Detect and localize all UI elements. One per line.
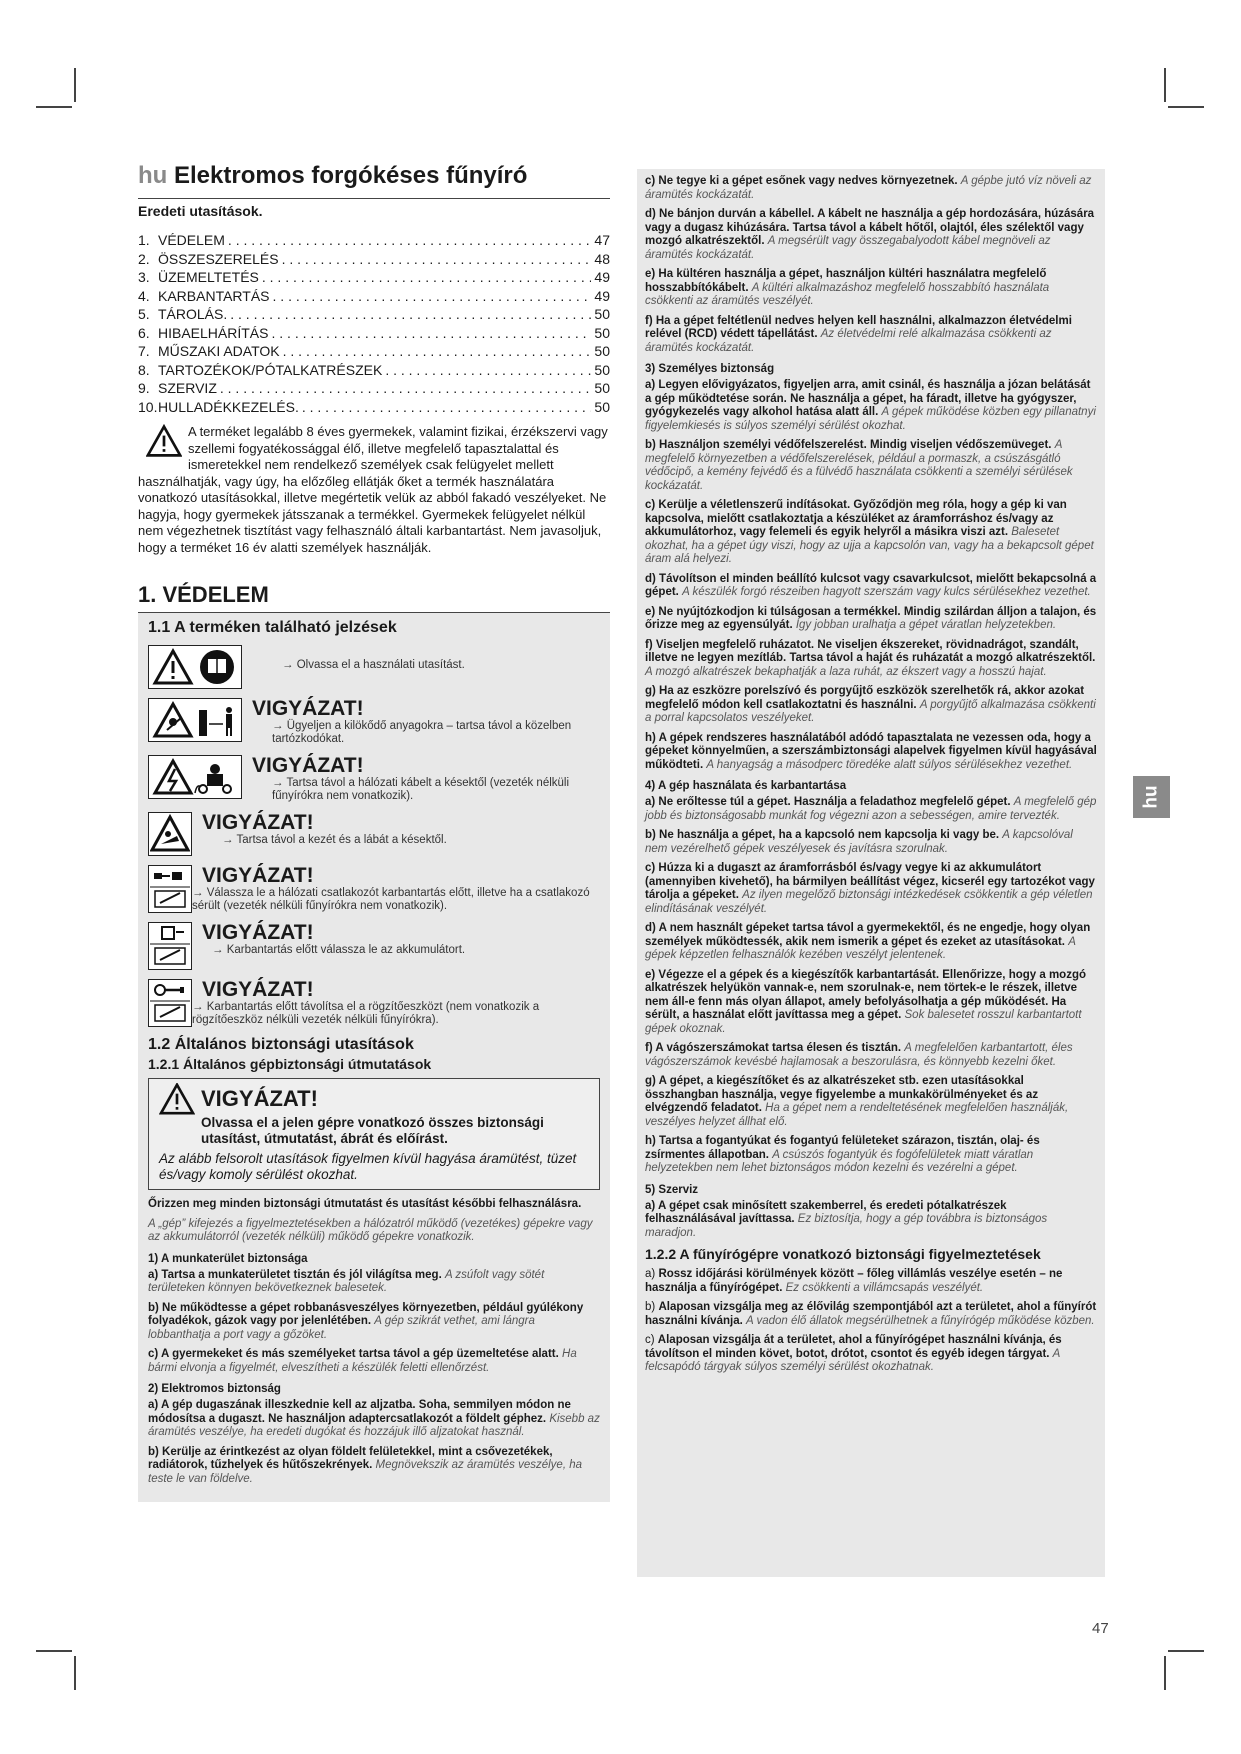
warning-bold-text: Olvassa el a jelen gépre vonatkozó összes biztonsági utasítást, útmutatást, ábrát és előírást. <box>201 1115 544 1146</box>
toc-leader <box>230 305 591 324</box>
toc-label: MŰSZAKI ADATOK <box>158 343 280 359</box>
keep-instructions: Őrizzen meg minden biztonsági útmutatást és utasítást későbbi felhasználásra. <box>148 1198 582 1210</box>
item-bold: c) Ne tegye ki a gépet esőnek vagy nedves környezetnek. <box>645 175 958 187</box>
subsection-heading: 1.1 A terméken található jelzések <box>148 619 397 636</box>
toc-leader <box>220 379 592 398</box>
warning-label: VIGYÁZAT! <box>252 754 364 777</box>
toc-number: 8. <box>138 361 150 378</box>
symbol-text: → Karbantartás előtt válassza le az akkumulátort. <box>212 944 466 956</box>
toc-page: 49 <box>594 287 610 304</box>
left-column <box>138 162 610 1502</box>
item-italic: A kapcsolóval nem vezérelhető gépek veszélyesek és javításra szorulnak. <box>645 829 1073 855</box>
toc-leader <box>302 398 592 417</box>
toc-leader <box>273 287 592 306</box>
toc-page: 49 <box>594 269 610 285</box>
toc-item[interactable] <box>138 342 610 361</box>
item-italic: A vadon élő állatok megsérülhetnek a fűnyírógép működése közben. <box>746 1314 1095 1327</box>
toc-page: 50 <box>594 398 610 415</box>
item-italic: A gépek képzetlen felhasználók kezében veszélyt jelentenek. <box>645 935 1076 961</box>
safety-item <box>645 969 1097 1037</box>
warning-label: VIGYÁZAT! <box>202 921 314 944</box>
subsection-heading: 1.2 Általános biztonsági utasítások <box>148 1036 414 1053</box>
item-italic: A csúszós fogantyúk és fogófelületek miatt váratlan helyzetekben nem lehet biztonságos módon kezelni és vezérelni a gépet. <box>645 1148 1034 1174</box>
safety-item <box>645 1334 1097 1375</box>
toc-page: 50 <box>594 306 610 322</box>
toc-label: HULLADÉKKEZELÉS. <box>158 398 299 415</box>
item-italic: A megfelelő gép jobb és biztonságosabb munkát fog végezni azon a sebességen, amire tervezték. <box>645 796 1097 822</box>
toc-page: 50 <box>594 324 610 341</box>
safety-panel <box>138 613 610 1502</box>
item-bold: f) Viseljen megfelelő ruházatot. Ne viseljen ékszereket, rövidnadrágot, szandált, illetve ne legyen mezítláb. Tartsa távol a haját és ruházatát a mozgó alkatrészektől. <box>645 638 1096 664</box>
toc-label: TARTOZÉKOK/PÓTALKATRÉSZEK <box>158 361 383 378</box>
symbol-row <box>148 698 600 746</box>
item-bold: Alaposan vizsgálja át a területet, ahol a fűnyírógépet használni kívánja, és távolítson el minden követ, botot, drótot, csontot és egyéb idegen tárgyat. <box>645 1334 1062 1360</box>
toc-label: KARBANTARTÁS <box>158 287 270 304</box>
toc-page: 50 <box>594 380 610 396</box>
toc-item[interactable] <box>138 268 610 287</box>
item-bold: g) A gépet, a kiegészítőket és az alkatrészeket stb. ezen utasításokkal összhangban használja, vegye figyelembe a munkakörülményeket és az elvégzendő feladatot. <box>645 1075 1039 1114</box>
subsubsection-heading: 1.2.1 Általános gépbiztonsági útmutatások <box>148 1056 432 1072</box>
item-bold: c) Kerülje a véletlenszerű indításokat. Győződjön meg róla, hogy a gép ki van kapcsolva, mielőtt csatlakoztatja a készüléket az áramforráshoz és/vagy az akkumulátorhoz, vagy felemeli és egyik helyről a másikra viszi azt. <box>645 499 1067 538</box>
item-bold: e) Végezze el a gépek és a kiegészítők karbantartását. Ellenőrizze, hogy a mozgó alkatrészek helyükön vannak-e, nem szorulnak-e, nem törtek-e le részek, illetve nem áll-e fenn más olyan állapot, amely befolyásolhatja a gép működését. Ha sérült, a használat előtt javíttassa meg a gépet. <box>645 968 1086 1021</box>
item-italic: A hanyagság a másodperc töredéke alatt súlyos sérülésekhez vezethet. <box>706 758 1073 771</box>
warning-label: VIGYÁZAT! <box>202 864 314 887</box>
safety-item <box>645 1301 1097 1328</box>
title-rule <box>138 198 610 199</box>
item-italic: A készülék forgó részeiben hagyott szerszám vagy kulcs sérülésekhez vezethet. <box>682 586 1091 598</box>
item-bold: a) A gépet csak minősített szakemberrel, és eredeti pótalkatrészek felhasználásával javíttassa. <box>645 1199 1007 1225</box>
toc-number: 2. <box>138 250 150 267</box>
intro-text: A terméket legalább 8 éves gyermekek, valamint fizikai, érzékszervi vagy szellemi fogyatékossággal élő, illetve megfelelő tapasztalattal és ismeretekkel nem rendelkező személyek csak felügyelet mellett használhatják, vagy úgy, ha előzőleg ellátják őket a termék használatára vonatkozó utasításokkal, illetve megértetik velük az abból fakadó veszélyeket. Ne hagyja, hogy gyermekek játsszanak a termékkel. Gyermekek felügyelet nélkül nem végezhetnek tisztítást vagy felhasználó általi karbantartást. Nem javasoljuk, hogy a terméket 16 év alatti személyek használják. <box>138 424 608 555</box>
item-italic: A felcsapódó tárgyak súlyos személyi sérülést okozhatnak. <box>645 1347 1060 1373</box>
crop-mark <box>1164 1656 1166 1690</box>
safety-item <box>645 862 1097 916</box>
safety-item <box>148 1348 600 1375</box>
blade-hand-foot-icon <box>148 812 192 856</box>
item-letter: c) <box>645 1334 655 1346</box>
safety-item <box>645 208 1097 262</box>
item-bold: d) Ne bánjon durván a kábellel. A kábelt ne használja a gép hordozására, húzására vagy a dugasz kihúzására. Tartsa távol a kábelt hőtől, olajtól, éles szélektől vagy mozgó alkatrészektől. <box>645 208 1095 247</box>
safety-item <box>148 1302 600 1343</box>
toc-number: 5. <box>138 306 150 322</box>
toc-item[interactable] <box>138 361 610 380</box>
item-italic: A porgyűjtő alkalmazása csökkenti a porral kapcsolatos veszélyeket. <box>645 698 1096 724</box>
intro-warning <box>138 424 610 556</box>
item-bold: d) A nem használt gépeket tartsa távol a gyermekektől, és ne engedje, hogy olyan személyek működtessék, akik nem ismerik a gépet és ezeket az utasításokat. <box>645 922 1091 948</box>
safety-item <box>645 268 1097 309</box>
unplug-icon <box>148 865 192 913</box>
item-italic: A megfelelően karbantartott, éles vágószerszámok kevésbé hajlamosak a beszorulásra, és könnyebb kezelni őket. <box>645 1042 1073 1068</box>
item-bold: a) Ne erőltesse túl a gépet. Használja a feladathoz megfelelő gépet. <box>645 796 1011 808</box>
safety-item <box>645 379 1097 433</box>
item-italic: A zsúfolt vagy sötét területeken könnyen bekövetkeznek balesetek. <box>148 1268 545 1294</box>
toc-page: 50 <box>594 361 610 378</box>
safety-key-icon <box>148 979 192 1027</box>
list-heading: 3) Személyes biztonság <box>645 363 775 375</box>
safety-item <box>645 439 1097 493</box>
safety-item <box>645 732 1097 773</box>
language-code: hu <box>138 162 168 189</box>
general-warning-box <box>148 1078 600 1190</box>
toc-number: 4. <box>138 287 150 304</box>
safety-item <box>645 922 1097 963</box>
toc-item[interactable] <box>138 231 610 250</box>
safety-item <box>645 639 1097 680</box>
item-italic: Balesetet okozhat, ha a gépet úgy viszi, hogy az ujja a kapcsolón van, vagy ha a bekapcsolt gépet áram alá helyezi. <box>645 526 1094 565</box>
warning-label: VIGYÁZAT! <box>202 978 314 1001</box>
toc-number: 9. <box>138 380 150 396</box>
toc-number: 10. <box>138 398 158 415</box>
safety-item <box>148 1269 600 1296</box>
toc-item[interactable] <box>138 324 610 343</box>
warning-label: VIGYÁZAT! <box>202 811 314 834</box>
item-italic: Az ilyen megelőző biztonsági intézkedések csökkentik a gép véletlen elindításának veszélyét. <box>645 889 1093 915</box>
item-bold: c) A gyermekeket és más személyeket tartsa távol a gép üzemeltetése alatt. <box>148 1348 559 1360</box>
symbol-text: → Tartsa távol a kezét és a lábát a késektől. <box>222 834 447 846</box>
toc-item[interactable] <box>138 379 610 398</box>
right-safety-list <box>645 175 1097 1375</box>
item-letter: b) <box>645 1301 656 1313</box>
item-italic: A gépek működése közben egy pillanatnyi figyelemkiesés is súlyos személyi sérülést okozhat. <box>645 406 1096 432</box>
toc-leader <box>385 361 591 380</box>
item-bold: b) Ne működtesse a gépet robbanásveszélyes környezetben, például gyúlékony folyadékok, gázok vagy por jelenlétében. <box>148 1301 584 1327</box>
language-tab: hu <box>1133 776 1170 818</box>
item-italic: Megnövekszik az áramütés veszélye, ha teste le van földelve. <box>148 1459 583 1485</box>
toc-number: 7. <box>138 343 150 359</box>
crop-mark <box>74 1656 76 1690</box>
subsection-heading: 1.2.2 A fűnyírógépre vonatkozó biztonsági figyelmeztetések <box>645 1246 1041 1262</box>
thrown-objects-icon <box>148 698 242 742</box>
item-bold: Rossz időjárási körülmények között – főleg villámlás veszélye esetén – ne használja a fűnyírógépet. <box>645 1268 1063 1294</box>
toc-leader <box>228 231 592 250</box>
item-bold: h) Tartsa a fogantyúkat és fogantyú felületeket szárazon, tisztán, olaj- és zsírmentes állapotban. <box>645 1135 1040 1161</box>
right-column <box>637 169 1105 1577</box>
safety-item <box>645 315 1097 356</box>
toc-page: 50 <box>594 343 610 359</box>
subtitle: Eredeti utasítások. <box>138 203 263 219</box>
safety-item <box>645 175 1097 202</box>
battery-remove-icon <box>148 922 192 970</box>
item-italic: A megfelelő környezetben a védőfelszerelések, például a pormaszk, a csúszásgátló védőcipő, a kemény fejvédő és a fülvédő használata csökkenti a személyi sérülések kockázatát. <box>645 439 1073 492</box>
safety-item <box>645 499 1097 567</box>
crop-mark <box>36 106 72 108</box>
item-bold: g) Ha az eszközre porelszívó és porgyűjtő eszközök szerelhetők rá, akkor azokat megfelelő módon kell csatlakoztatni és használni. <box>645 685 1085 711</box>
toc-label: ÜZEMELTETÉS <box>158 269 259 285</box>
symbol-row <box>148 645 600 689</box>
safety-item <box>148 1399 600 1440</box>
item-bold: b) Használjon személyi védőfelszerelést. Mindig viseljen védőszemüveget. <box>645 439 1052 451</box>
list-heading: 5) Szerviz <box>645 1183 699 1196</box>
toc-label: TÁROLÁS. <box>158 306 228 322</box>
safety-item <box>645 829 1097 856</box>
page-title <box>138 162 610 190</box>
item-italic: Ez csökkenti a villámcsapás veszélyét. <box>785 1281 984 1294</box>
safety-item <box>645 1200 1097 1241</box>
toc-page: 48 <box>594 250 610 267</box>
safety-item <box>645 1075 1097 1129</box>
crop-mark <box>1164 68 1166 102</box>
symbol-row <box>148 979 600 1027</box>
symbol-row <box>148 922 600 970</box>
symbol-text: → Válassza le a hálózati csatlakozót karbantartás előtt, illetve ha a csatlakozó sérült (vezeték nélküli fűnyírókra nem vonatkozik). <box>192 887 590 912</box>
table-of-contents <box>138 231 610 416</box>
safety-item <box>645 1042 1097 1069</box>
safety-item <box>645 573 1097 600</box>
item-letter: a) <box>645 1268 656 1280</box>
item-italic: A mozgó alkatrészek bekaphatják a laza ruhát, az ékszert vagy a hosszú hajat. <box>645 665 1047 678</box>
item-bold: a) A gép dugaszának illeszkednie kell az aljzatba. Soha, semmilyen módon ne módosítsa a dugaszt. Ne használjon adaptercsatlakozót a földelt géphez. <box>148 1399 571 1425</box>
symbol-text: → Ügyeljen a kilökődő anyagokra – tartsa távol a közelben tartózkodókat. <box>272 720 572 745</box>
safety-item <box>645 796 1097 823</box>
item-italic: Ez biztosítja, hogy a gép továbbra is biztonságos maradjon. <box>645 1213 1048 1239</box>
toc-label: SZERVIZ <box>158 380 217 396</box>
crop-mark <box>74 68 76 102</box>
symbol-row <box>148 755 600 803</box>
warning-triangle-icon <box>146 424 182 458</box>
toc-leader <box>282 250 592 269</box>
item-bold: b) Kerülje az érintkezést az olyan földelt felületekkel, mint a csővezetékek, radiátorok, tűzhelyek és hűtőszekrények. <box>148 1445 553 1471</box>
section-heading: 1. VÉDELEM <box>138 582 269 607</box>
title-text: Elektromos forgókéses fűnyíró <box>174 162 528 189</box>
item-italic: A megsérült vagy összegabalyodott kábel megnöveli az áramütés kockázatát. <box>645 235 1051 261</box>
toc-item[interactable] <box>138 398 610 417</box>
toc-item[interactable] <box>138 250 610 269</box>
toc-number: 6. <box>138 324 150 341</box>
page-number: 47 <box>1092 1620 1109 1637</box>
item-italic: A gép szikrát vethet, ami lángra lobbanthatja a port vagy a gőzöket. <box>148 1315 535 1341</box>
toc-leader <box>271 324 591 343</box>
symbol-text: → Olvassa el a használati utasítást. <box>282 659 465 671</box>
safety-item <box>645 1268 1097 1295</box>
list-heading: 2) Elektromos biztonság <box>148 1383 281 1395</box>
item-bold: a) Tartsa a munkaterületet tisztán és jól világítsa meg. <box>148 1268 442 1281</box>
symbol-text: → Karbantartás előtt távolítsa el a rögzítőeszközt (nem vonatkozik a rögzítőeszköz nélküli vezeték nélküli fűnyírókra). <box>192 1001 540 1026</box>
toc-label: HIBAELHÁRÍTÁS <box>158 324 269 341</box>
item-italic: Az életvédelmi relé alkalmazása csökkenti az áramütés kockázatát. <box>645 328 1052 354</box>
left-safety-list <box>148 1253 600 1487</box>
crop-mark <box>1168 1650 1204 1652</box>
symbol-row <box>148 865 600 913</box>
toc-item[interactable] <box>138 305 610 324</box>
manual-symbol-icon <box>148 645 242 689</box>
item-bold: a) Legyen elővigyázatos, figyeljen arra, amit csinál, és használja a józan belátását a gép működtetése során. Ne használja a gépet, ha fáradt, illetve ha gyógyszer, gyógykezelés vagy alkohol hatása alatt áll. <box>645 379 1091 418</box>
item-bold: e) Ha kültéren használja a gépet, használjon kültéri használatra megfelelő hosszabbítókábelt. <box>645 268 1047 294</box>
item-italic: Ha a gépet nem a rendeltetésének megfelelően használják, veszélyes helyzet állhat elő. <box>645 1102 1069 1128</box>
warning-title: VIGYÁZAT! <box>201 1086 318 1111</box>
item-italic: Ha bármi elvonja a figyelmét, elveszítheti a készülék feletti ellenőrzést. <box>148 1348 577 1374</box>
toc-number: 3. <box>138 269 150 285</box>
item-bold: e) Ne nyújtózkodjon ki túlságosan a termékkel. Mindig szilárdan álljon a talajon, és őrizze meg az egyensúlyát. <box>645 605 1097 631</box>
toc-label: ÖSSZESZERELÉS <box>158 250 279 267</box>
toc-number: 1. <box>138 232 150 248</box>
item-bold: c) Húzza ki a dugaszt az áramforrásból és/vagy vegye ki az akkumulátort (amennyiben kivehető), ha bármilyen beállítást végez, kicserél egy tartozékot vagy tárolja a gépeket. <box>645 862 1095 901</box>
item-bold: f) Ha a gépet feltétlenül nedves helyen kell használni, alkalmazzon életvédelmi relével (RCD) védett tápellátást. <box>645 314 1072 340</box>
item-bold: b) Ne használja a gépet, ha a kapcsoló nem kapcsolja ki vagy be. <box>645 829 1000 841</box>
item-bold: d) Távolítson el minden beállító kulcsot vagy csavarkulcsot, mielőtt bekapcsolná a gépet. <box>645 572 1097 598</box>
safety-item <box>645 685 1097 726</box>
toc-item[interactable] <box>138 287 610 306</box>
warning-triangle-icon <box>159 1083 195 1115</box>
item-italic: Kisebb az áramütés veszélye, ha eredeti dugókat és hozzájuk illő aljzatokat használ. <box>148 1412 600 1438</box>
item-italic: A kültéri alkalmazáshoz megfelelő hosszabbító használata csökkenti az áramütés veszélyét. <box>645 281 1050 307</box>
item-bold: f) A vágószerszámokat tartsa élesen és tisztán. <box>645 1042 902 1054</box>
item-italic: Így jobban uralhatja a gépet váratlan helyzetekben. <box>795 619 1057 631</box>
safety-item <box>645 606 1097 633</box>
list-heading: 1) A munkaterület biztonsága <box>148 1252 308 1265</box>
toc-leader <box>283 342 592 361</box>
toc-label: VÉDELEM <box>158 232 225 248</box>
crop-mark <box>36 1650 72 1652</box>
toc-leader <box>262 268 592 287</box>
item-italic: A gépbe jutó víz növeli az áramütés kockázatát. <box>645 175 1092 201</box>
symbol-row <box>148 812 600 856</box>
warning-italic-text: Az alább felsorolt utasítások figyelmen kívül hagyása áramütést, tüzet és/vagy komoly sérülést okozhat. <box>159 1151 577 1182</box>
crop-mark <box>1168 106 1204 108</box>
symbol-text: → Tartsa távol a hálózati kábelt a késektől (vezeték nélküli fűnyírókra nem vonatkozik). <box>272 777 570 802</box>
safety-item <box>148 1446 600 1487</box>
electric-cable-icon <box>148 755 242 799</box>
item-bold: h) A gépek rendszeres használatából adódó tapasztalata ne vezessen oda, hogy a gépeket könnyelműen, a szerszámbiztonsági alapelvek figyelmen kívül hagyásával működteti. <box>645 731 1097 771</box>
list-heading: 4) A gép használata és karbantartása <box>645 780 847 792</box>
warning-label: VIGYÁZAT! <box>252 697 364 720</box>
keep-note: A „gép” kifejezés a figyelmeztetésekben a hálózatról működő (vezetékes) gépekre vagy az akkumulátorról (vezeték nélküli) működő gépekre vonatkozik. <box>148 1217 593 1243</box>
toc-page: 47 <box>594 232 610 248</box>
item-italic: Sok balesetet rosszul karbantartott gépek okoznak. <box>645 1009 1082 1035</box>
safety-item <box>645 1135 1097 1176</box>
item-bold: Alaposan vizsgálja meg az élővilág szempontjából azt a területet, ahol a fűnyírót használni kívánja. <box>645 1301 1097 1327</box>
